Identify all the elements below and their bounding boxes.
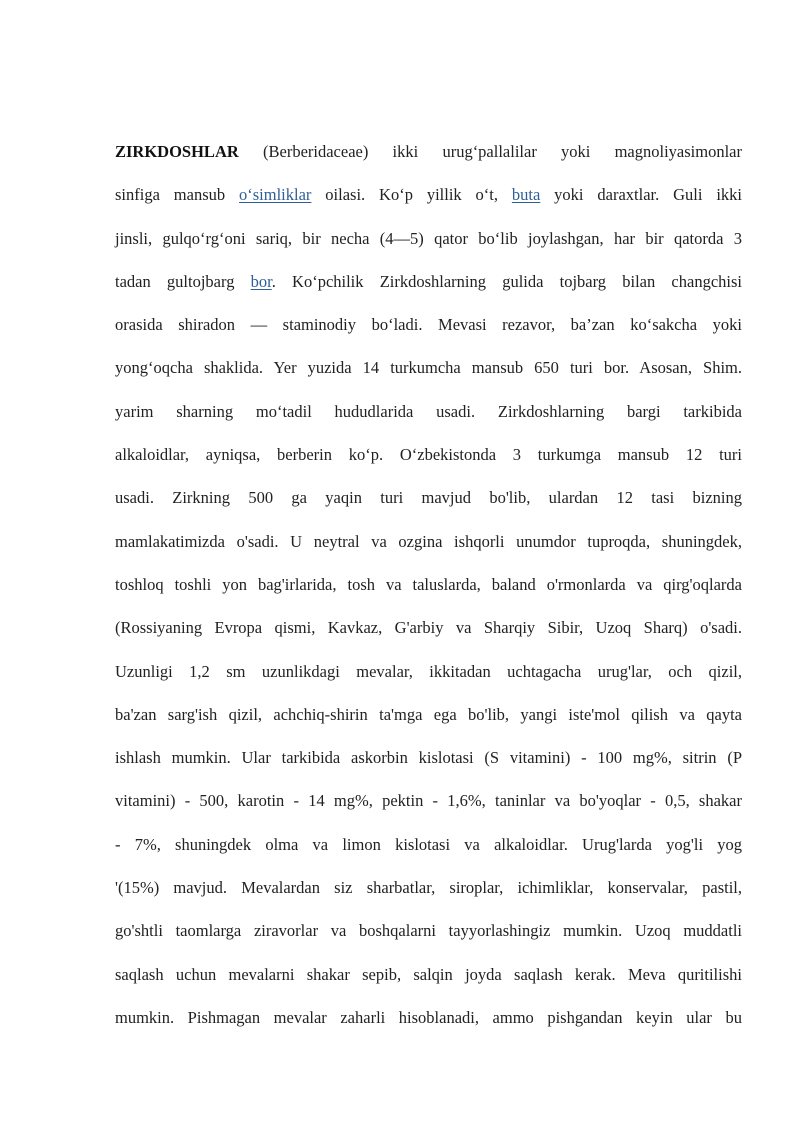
text-line-10: mamlakatimizda o'sadi. U neytral va ozgina ishqorli unumdor tuproqda, shuningdek, xyxy=(115,531,742,551)
text-line-3: jinsli, gulqo‘rg‘oni sariq, bir necha (4—5) qator bo‘lib joylashgan, har bir qatorda 3 xyxy=(115,228,742,248)
text-line-2 xyxy=(115,173,742,216)
text-line-16: vitamini) - 500, karotin - 14 mg%, pektin - 1,6%, taninlar va bo'yoqlar - 0,5, shakar xyxy=(115,791,742,811)
article-term: ZIRKDOSHLAR xyxy=(115,142,239,161)
text-segment: (Berberidaceae) ikki urug‘pallalilar yoki magnoliyasimonlar xyxy=(238,142,742,161)
text-line-19: go'shtli taomlarga ziravorlar va boshqalarni tayyorlashingiz mumkin. Uzoq muddatli xyxy=(115,921,742,941)
text-line-4 xyxy=(115,260,742,303)
text-segment: tadan gultojbarg xyxy=(115,271,251,291)
text-line-21: mumkin. Pishmagan mevalar zaharli hisoblanadi, ammo pishgandan keyin ular bu xyxy=(115,1007,742,1027)
link-osimliklar[interactable]: o‘simliklar xyxy=(239,185,312,205)
link-buta[interactable]: buta xyxy=(511,185,541,205)
text-line-12: (Rossiyaning Evropa qismi, Kavkaz, G'arbiy va Sharqiy Sibir, Uzoq Sharq) o'sadi. xyxy=(115,618,742,638)
text-line-6: yong‘oqcha shaklida. Yer yuzida 14 turkumcha mansub 650 turi bor. Asosan, Shim. xyxy=(115,358,742,378)
text-line-7: yarim sharning mo‘tadil hududlarida usadi. Zirkdoshlarning bargi tarkibida xyxy=(115,401,742,421)
text-line-20: saqlash uchun mevalarni shakar sepib, salqin joyda saqlash kerak. Meva quritilishi xyxy=(115,964,742,984)
link-bor[interactable]: bor xyxy=(250,271,272,291)
text-line-5: orasida shiradon — staminodiy bo‘ladi. Mevasi rezavor, ba’zan ko‘sakcha yoki xyxy=(115,315,742,335)
text-segment: . Ko‘pchilik Zirkdoshlarning gulida tojbarg bilan changchisi xyxy=(271,271,742,291)
text-line-14: ba'zan sarg'ish qizil, achchiq-shirin ta'mga ega bo'lib, yangi iste'mol qilish va qayta xyxy=(115,704,742,724)
text-line-17: - 7%, shuningdek olma va limon kislotasi va alkaloidlar. Urug'larda yog'li yog xyxy=(115,834,742,854)
text-line-13: Uzunligi 1,2 sm uzunlikdagi mevalar, ikkitadan uchtagacha urug'lar, och qizil, xyxy=(115,661,742,681)
text-segment: yoki daraxtlar. Guli ikki xyxy=(540,185,742,205)
text-line-11: toshloq toshli yon bag'irlarida, tosh va taluslarda, baland o'rmonlarda va qirg'oqlarda xyxy=(115,574,742,594)
article-body xyxy=(115,130,742,1039)
text-segment: sinfiga mansub xyxy=(115,185,239,205)
text-line-8: alkaloidlar, ayniqsa, berberin ko‘p. O‘zbekistonda 3 turkumga mansub 12 turi xyxy=(115,445,742,465)
text-segment: oilasi. Ko‘p yillik o‘t, xyxy=(311,185,512,205)
text-line-9: usadi. Zirkning 500 ga yaqin turi mavjud bo'lib, ulardan 12 tasi bizning xyxy=(115,488,742,508)
text-line-15: ishlash mumkin. Ular tarkibida askorbin kislotasi (S vitamini) - 100 mg%, sitrin (P xyxy=(115,748,742,768)
text-line-18: '(15%) mavjud. Mevalardan siz sharbatlar, siroplar, ichimliklar, konservalar, pastil, xyxy=(115,878,742,898)
text-line-1 xyxy=(115,130,742,173)
